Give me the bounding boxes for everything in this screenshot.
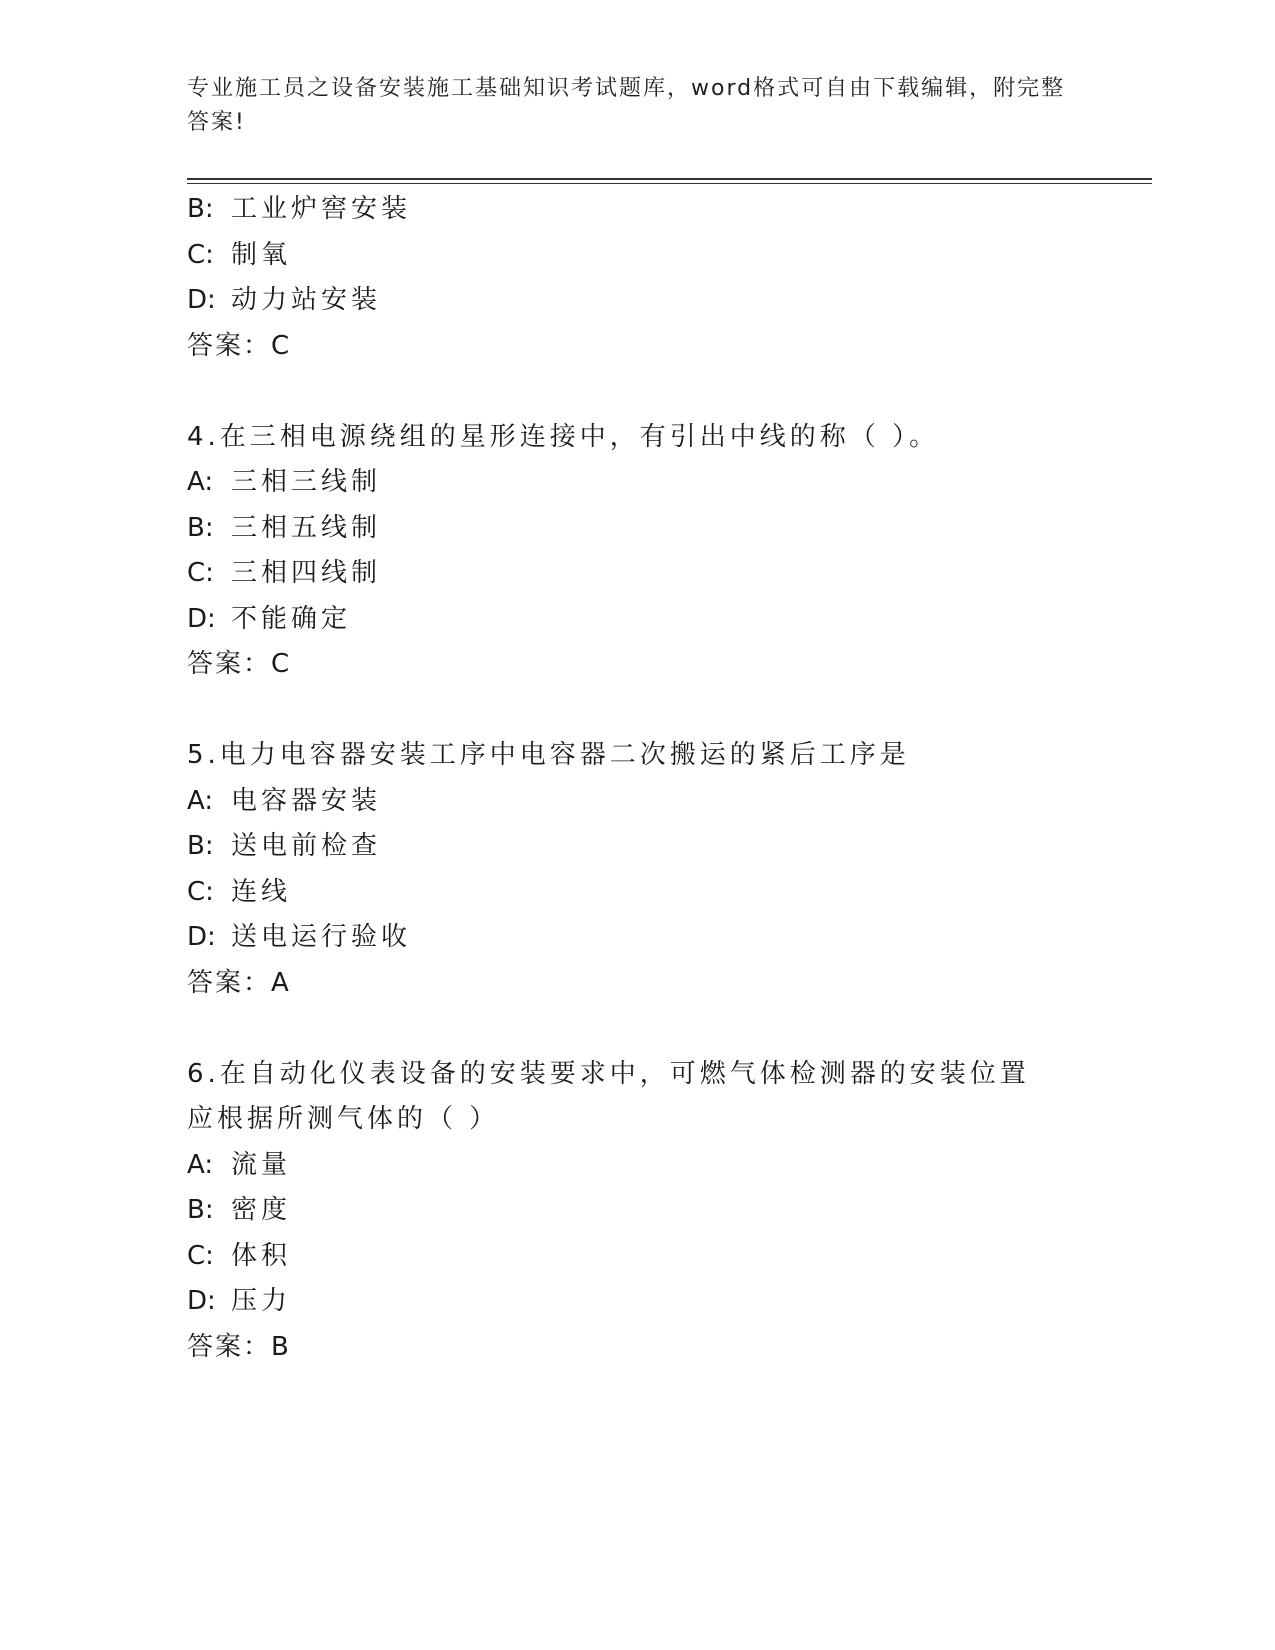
answer-line (187, 324, 1147, 370)
option-a (187, 1143, 1147, 1189)
header-divider (187, 178, 1152, 184)
option-d (187, 597, 1147, 643)
option-b (187, 824, 1147, 870)
option-letter: C: (187, 1240, 214, 1271)
option-text: 电容器安装 (231, 785, 382, 816)
option-text: 流量 (231, 1149, 292, 1180)
question-list (187, 187, 1147, 1370)
option-c (187, 870, 1147, 916)
option-letter: B: (187, 831, 214, 861)
answer-value: A (271, 967, 289, 998)
option-c (187, 233, 1147, 279)
option-b (187, 187, 1147, 233)
question-6 (187, 1052, 1147, 1371)
answer-line (187, 961, 1147, 1007)
question-stem: 5.电力电容器安装工序中电容器二次搬运的紧后工序是 (187, 740, 910, 770)
option-letter: D: (187, 922, 216, 952)
option-letter: B: (187, 194, 214, 224)
option-c (187, 551, 1147, 597)
answer-value: C (271, 649, 290, 679)
answer-label: 答案： (187, 649, 272, 679)
option-a (187, 779, 1147, 825)
option-text: 送电前检查 (231, 831, 382, 861)
question-4 (187, 415, 1147, 688)
option-b (187, 506, 1147, 552)
option-d (187, 1279, 1147, 1325)
answer-value: B (271, 1331, 289, 1362)
option-text: 三相三线制 (231, 467, 382, 497)
option-text: 送电运行验收 (231, 922, 412, 952)
answer-line (187, 642, 1147, 688)
option-letter: C: (187, 876, 214, 907)
option-letter: D: (187, 1286, 216, 1316)
answer-line (187, 1325, 1147, 1371)
option-text: 密度 (231, 1195, 292, 1225)
option-letter: A: (187, 1149, 214, 1180)
option-text: 制氧 (231, 239, 292, 270)
option-d (187, 278, 1147, 324)
answer-label: 答案： (187, 330, 272, 361)
option-text: 工业炉窖安装 (231, 194, 412, 224)
option-letter: D: (187, 285, 216, 315)
spacer (187, 688, 1147, 734)
option-b (187, 1188, 1147, 1234)
option-text: 压力 (231, 1286, 292, 1316)
option-text: 体积 (231, 1240, 292, 1271)
option-c (187, 1234, 1147, 1280)
option-text: 三相四线制 (231, 558, 382, 588)
option-a (187, 460, 1147, 506)
answer-value: C (271, 330, 290, 361)
option-letter: C: (187, 239, 214, 270)
question-5 (187, 733, 1147, 1006)
question-stem: 6.在自动化仪表设备的安装要求中，可燃气体检测器的安装位置应根据所测气体的（ ） (187, 1058, 1030, 1134)
option-letter: B: (187, 1195, 214, 1225)
option-letter: A: (187, 785, 214, 816)
option-letter: B: (187, 512, 214, 543)
option-letter: C: (187, 558, 214, 588)
option-text: 连线 (231, 876, 292, 907)
option-text: 动力站安装 (231, 285, 382, 315)
option-letter: D: (187, 603, 216, 634)
question-continued (187, 187, 1147, 369)
answer-label: 答案： (187, 1331, 272, 1362)
question-stem: 4.在三相电源绕组的星形连接中，有引出中线的称（ ）。 (187, 421, 940, 452)
spacer (187, 1006, 1147, 1052)
option-letter: A: (187, 467, 214, 497)
document-title: 专业施工员之设备安装施工基础知识考试题库，word格式可自由下载编辑，附完整答案! (187, 76, 1066, 135)
page-header (187, 72, 1067, 140)
option-d (187, 915, 1147, 961)
option-text: 不能确定 (231, 603, 352, 634)
spacer (187, 369, 1147, 415)
answer-label: 答案： (187, 967, 272, 998)
option-text: 三相五线制 (231, 512, 382, 543)
